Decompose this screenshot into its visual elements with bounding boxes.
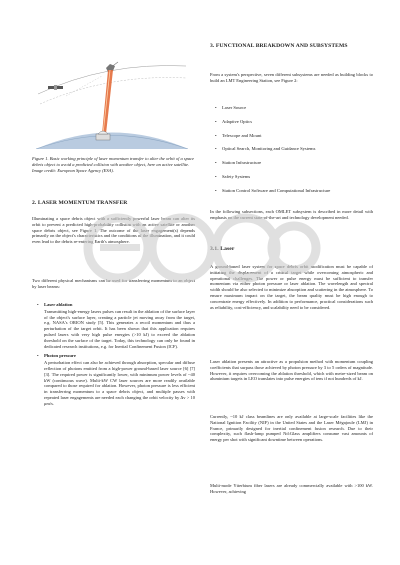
orbit-arc xyxy=(40,78,186,104)
subsystem-item: • Safety Systems xyxy=(215,173,251,179)
subsystem-item: • Station Infrastructure xyxy=(215,160,262,166)
mechanism-item xyxy=(37,353,195,406)
bullet-icon: • xyxy=(215,187,217,193)
section-3-intro: From a system's perspective, seven different subsystems are needed as building blocks to build an LMT Engineering Station, see Figure 2: xyxy=(210,72,373,83)
section-3-1-heading: 3.1. Laser xyxy=(210,246,235,252)
section-2-paragraph-1: Illuminating a space debris object with a sufficiently powerful laser beam can alter its orbit to prevent a predicted high-probability collision with an active satellite or another space debris object, see Figure 1. The outcome of the laser engagement(s) depends primarily on the object's characteristics and the conditions of the illumination, and it could even lead to the debris re-entering Earth's atmosphere. xyxy=(32,216,195,245)
mechanism-title: Laser ablation xyxy=(44,302,73,307)
bullet-icon: • xyxy=(37,302,39,307)
section-3-heading: 3. FUNCTIONAL BREAKDOWN AND SUBSYSTEMS xyxy=(210,43,348,49)
section-3-closing: In the following subsections, each OMLET subsystem is described in more detail with emphasis on the current state-of-the-art and technology development needed. xyxy=(210,209,373,220)
subsystem-item: • Telescope and Mount xyxy=(215,132,262,138)
mechanism-text: A perturbation effect can also be achieved through absorption, specular and diffuse reflection of photons emitted from a high-power ground-based laser source [6] [7] [3]. The required power is significantly lower, with minimum power levels of ~40 kW (continuous wave). Multi-kW CW laser sources are more readily available compared to those required for ablation. However, photon pressure is less efficient in transferring momentum to a space debris object, and multiple passes with repeated laser engagements are needed each changing the orbit velocity by Δv > 10 μm/s. xyxy=(44,360,195,406)
subsystem-list xyxy=(215,105,373,194)
mechanism-text: Transmitting high-energy lasers pulses can result in the ablation of the surface layer of the object's surface layer, creating a particle jet moving away from the target, e.g. NASA's ORION study [5]. This generates a recoil momentum and thus a perturbation of the target orbit. It has been shown that this application requires pulsed lasers with very high pulse energies (>10 kJ) to exceed the ablation threshold on the surface of the target. Today, this technology can only be found in dedicated research institutions, e.g. for Inertial Confinement Fusion (ICF). xyxy=(44,308,195,349)
section-2-heading: 2. LASER MOMENTUM TRANSFER xyxy=(32,200,128,206)
mechanism-item xyxy=(37,302,195,349)
subsystem-item: • Laser Source xyxy=(215,105,247,110)
bullet-icon: • xyxy=(215,173,217,179)
section-3-1-paragraph-4: Multi-mode Ytterbium fiber lasers are already commercially available with >100 kW. However, achieving xyxy=(210,483,373,494)
subsystem-item: • Optical Search, Monitoring and Guidance Systems xyxy=(215,146,316,152)
mechanism-title: Photon pressure xyxy=(44,353,76,359)
figure-caption: Figure 1. Basic working principle of laser momentum transfer to alter the orbit of a space debris object to avoid a predicted collision with another object, here an active satellite. Image credit: European Space Agency (ESA). xyxy=(32,156,195,173)
bullet-icon: • xyxy=(215,105,217,110)
earth-surface xyxy=(36,133,188,150)
bullet-icon: • xyxy=(215,160,217,166)
mechanism-list xyxy=(37,302,195,407)
laser-station-icon xyxy=(96,131,110,140)
subsystem-item: • Station Control Software and Computational Infrastructure xyxy=(215,187,331,193)
subsystem-item: • Adaptive Optics xyxy=(215,118,252,124)
section-2-paragraph-2: Two different physical mechanisms can be used for transferring momentum to an object by laser beams: xyxy=(32,278,195,289)
section-3-1-paragraph-1: A ground-based laser system for space debris orbit modification must be capable of initiating the displacement of a critical target while overcoming atmospheric and operational challenges. The power or pulse energy must be sufficient to transfer momentum via either photon pressure or laser ablation. The wavelength and spectral width should be also selected to minimize absorption and scattering in the atmosphere. To ensure maximum impact on the target, the beam quality must be high enough to concentrate energy effectively. In addition to performance, practical considerations such as reliability, cost-efficiency, and scalability need to be considered. xyxy=(210,264,373,310)
satellite-icon xyxy=(48,85,63,90)
bullet-icon: • xyxy=(215,132,217,138)
section-3-1-paragraph-3: Currently, ~10 kJ class beamlines are only available at large-scale facilities like the National Ignition Facility (NIF) in the United States and the Laser Mégajoule (LMJ) in France, primarily designed for inertial confinement fusion research. Due to their complexity, such flash-lamp pumped Nd:Glass amplifiers consume vast amounts of energy per shot with significant downtime between operations. xyxy=(210,414,373,443)
figure-1-illustration xyxy=(36,56,188,149)
bullet-icon: • xyxy=(215,118,217,124)
bullet-icon: • xyxy=(215,146,217,152)
bullet-icon: • xyxy=(37,353,39,359)
section-3-1-paragraph-2: Laser ablation presents an attractive as a propulsion method with momentum coupling coefficients that surpass those achieved by photon pressure by 3 to 5 orders of magnitude. However, it requires overcoming the ablation threshold, which with metre-sized beam on aluminium targets in LEO translates into pulse energies of tens if not hundreds of kJ. xyxy=(210,359,373,382)
